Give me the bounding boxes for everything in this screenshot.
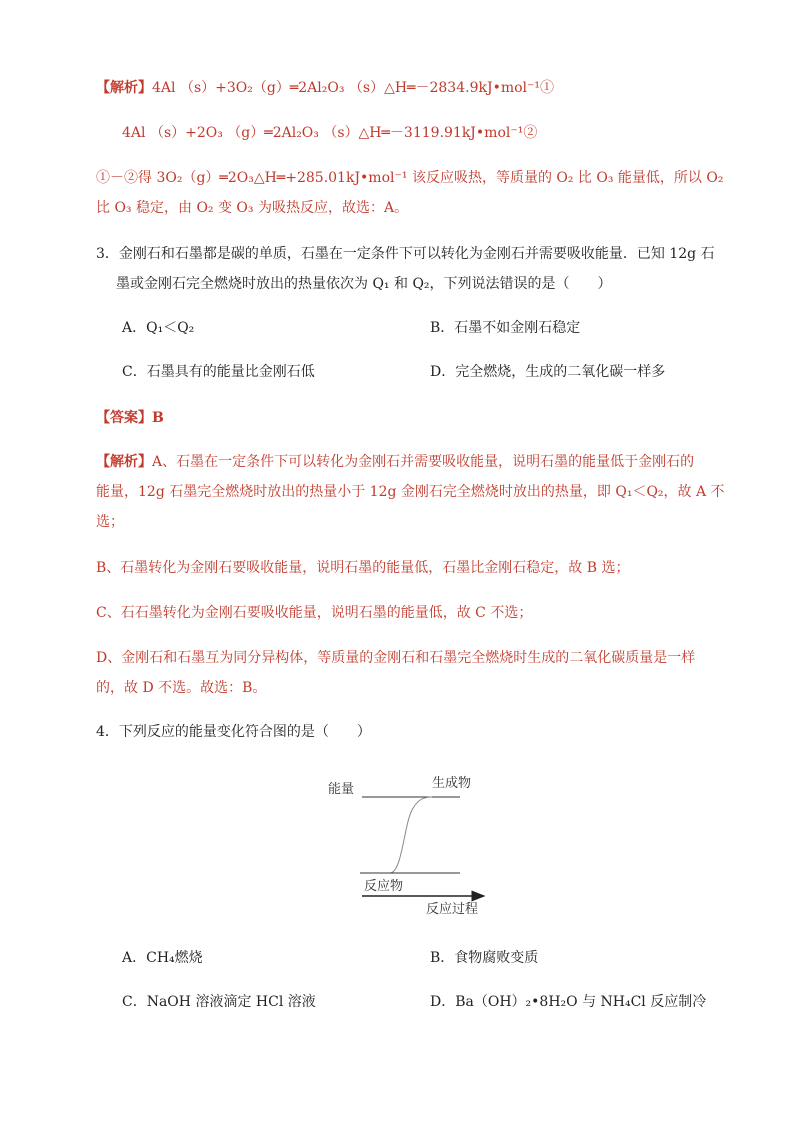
question3-answer: 【答案】B <box>96 410 164 426</box>
analysis-q2-conclusion-2: 比 O₃ 稳定，由 O₂ 变 O₃ 为吸热反应，故选：A。 <box>96 200 409 216</box>
question3-option-b: B．石墨不如金刚石稳定 <box>430 320 581 336</box>
question3-option-a: A．Q₁＜Q₂ <box>122 320 195 336</box>
question3-option-d: D．完全燃烧，生成的二氧化碳一样多 <box>430 364 666 380</box>
analysis-tag: 【解析】 <box>96 80 152 96</box>
question3-analysis-line4: B、石墨转化为金刚石要吸收能量，说明石墨的能量低，石墨比金刚石稳定，故 B 选； <box>96 560 630 576</box>
question3-option-c: C．石墨具有的能量比金刚石低 <box>122 364 315 380</box>
question3-analysis-line5: C、石石墨转化为金刚石要吸收能量，说明石墨的能量低，故 C 不选； <box>96 605 533 621</box>
analysis-q2-line1 <box>96 78 554 98</box>
question3-stem-2: 墨或金刚石完全燃烧时放出的热量依次为 Q₁ 和 Q₂，下列说法错误的是（ ） <box>116 276 612 292</box>
process-axis-label: 反应过程 <box>426 902 479 917</box>
question4-option-d: D．Ba（OH）₂•8H₂O 与 NH₄Cl 反应制冷 <box>430 994 707 1010</box>
question3-analysis-line7: 的，故 D 不选。故选：B。 <box>96 680 267 696</box>
reactant-label: 反应物 <box>364 879 404 894</box>
question4-stem: 4．下列反应的能量变化符合图的是（ ） <box>96 724 371 740</box>
energy-diagram <box>320 765 500 920</box>
question4-option-c: C．NaOH 溶液滴定 HCl 溶液 <box>122 994 316 1010</box>
question3-analysis-line1 <box>96 452 694 472</box>
equation-1: 4Al （s）+3O₂（g）═2Al₂O₃ （s）△H═－2834.9kJ•mol⁻¹① <box>152 80 555 96</box>
question3-analysis-line3: 选； <box>96 514 124 530</box>
energy-axis-label: 能量 <box>328 782 355 797</box>
equation-2: 4Al （s）+2O₃ （g）═2Al₂O₃ （s）△H═－3119.91kJ•mol⁻¹② <box>122 125 538 141</box>
analysis-tag: 【解析】 <box>96 454 152 470</box>
question3-stem-1: 3．金刚石和石墨都是碳的单质，石墨在一定条件下可以转化为金刚石并需要吸收能量．已知 12g 石 <box>96 246 715 262</box>
question4-option-a: A．CH₄燃烧 <box>122 950 203 966</box>
analysis-q2-conclusion-1: ①－②得 3O₂（g）═2O₃△H═+285.01kJ•mol⁻¹ 该反应吸热，等质量的 O₂ 比 O₃ 能量低，所以 O₂ <box>96 170 724 186</box>
question4-option-b: B．食物腐败变质 <box>430 950 539 966</box>
analysis-text: A、石墨在一定条件下可以转化为金刚石并需要吸收能量，说明石墨的能量低于金刚石的 <box>152 454 695 470</box>
question3-analysis-line6: D、金刚石和石墨互为同分异构体，等质量的金刚石和石墨完全燃烧时生成的二氧化碳质量是一样 <box>96 650 696 666</box>
product-label: 生成物 <box>432 776 472 791</box>
question3-analysis-line2: 能量，12g 石墨完全燃烧时放出的热量小于 12g 金刚石完全燃烧时放出的热量，即 Q₁＜Q₂，故 A 不 <box>96 484 725 500</box>
energy-curve <box>390 797 432 873</box>
